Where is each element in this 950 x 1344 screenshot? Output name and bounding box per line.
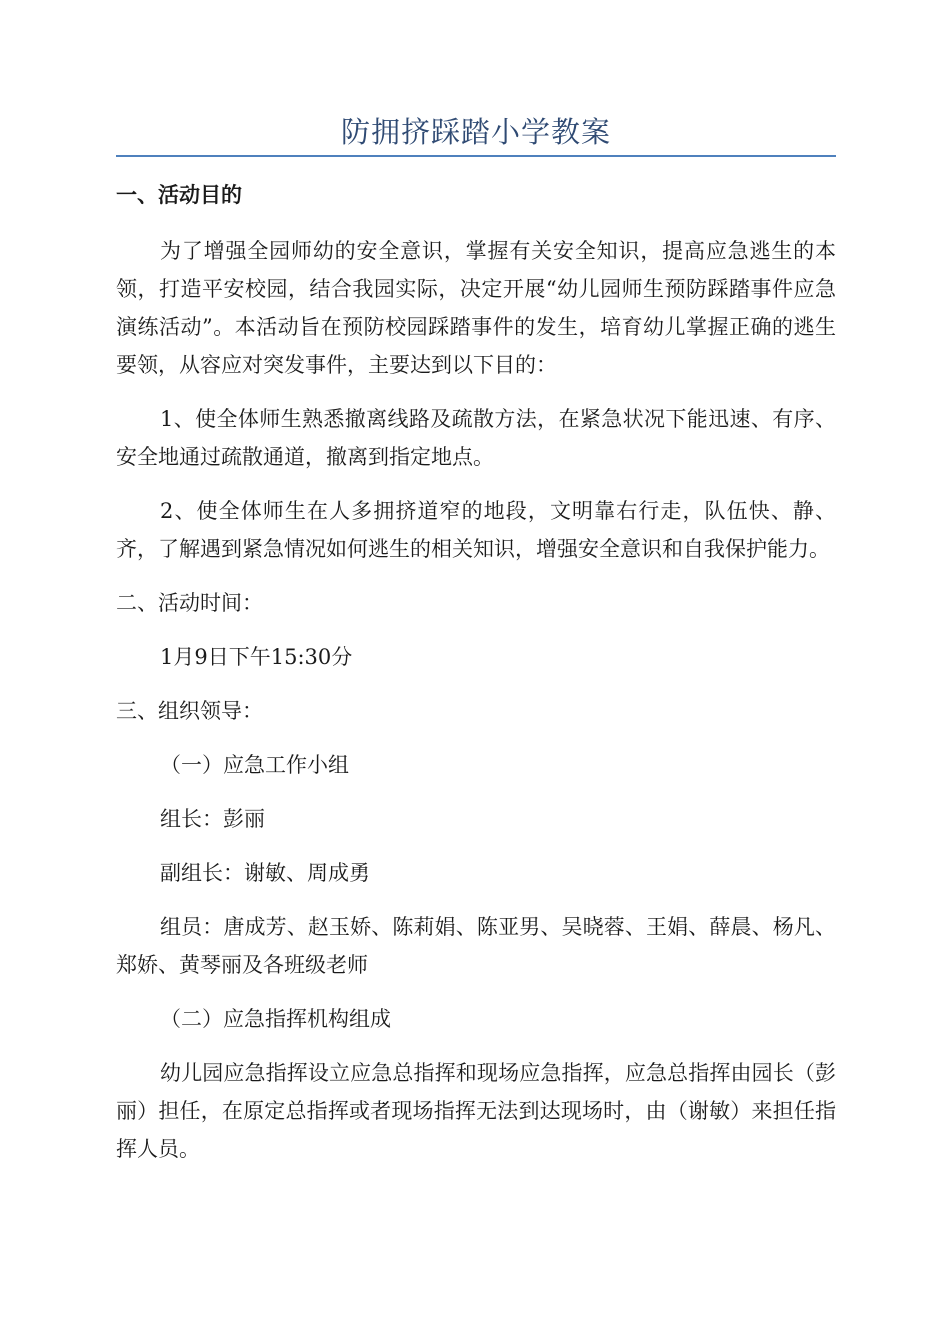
section-2-time: 1月9日下午15:30分: [160, 645, 353, 669]
document-title: 防拥挤踩踏小学教案: [340, 115, 611, 149]
section-1-item-2: 2、使全体师生在人多拥挤道窄的地段，文明靠右行走，队伍快、静、齐，了解遇到紧急情况如何逃生的相关知识，增强安全意识和自我保护能力。: [116, 499, 836, 561]
section-3-leader: 组长：彭丽: [160, 807, 265, 831]
section-1-item-1: 1、使全体师生熟悉撤离线路及疏散方法，在紧急状况下能迅速、有序、安全地通过疏散通道，撤离到指定地点。: [116, 407, 836, 469]
section-3-members: 组员：唐成芳、赵玉娇、陈莉娟、陈亚男、吴晓蓉、王娟、薛晨、杨凡、郑娇、黄琴丽及各班级老师: [116, 915, 836, 977]
section-2-heading: 二、活动时间：: [116, 591, 263, 615]
section-1-heading: 一、活动目的: [116, 183, 242, 207]
section-1-intro: 为了增强全园师幼的安全意识，掌握有关安全知识，提高应急逃生的本领，打造平安校园，结合我园实际，决定开展“幼儿园师生预防踩踏事件应急演练活动”。本活动旨在预防校园踩踏事件的发生，培育幼儿掌握正确的逃生要领，从容应对突发事件，主要达到以下目的：: [116, 239, 836, 377]
section-3-sub-2-heading: （二）应急指挥机构组成: [160, 1007, 391, 1031]
title-underline: [116, 155, 836, 157]
section-3-sub-1-heading: （一）应急工作小组: [160, 753, 349, 777]
section-3-heading: 三、组织领导：: [116, 699, 263, 723]
section-3-sub-2-text: 幼儿园应急指挥设立应急总指挥和现场应急指挥，应急总指挥由园长（彭丽）担任，在原定总指挥或者现场指挥无法到达现场时，由（谢敏）来担任指挥人员。: [116, 1061, 836, 1161]
section-3-deputy: 副组长：谢敏、周成勇: [160, 861, 370, 885]
document-body: [116, 178, 836, 1168]
